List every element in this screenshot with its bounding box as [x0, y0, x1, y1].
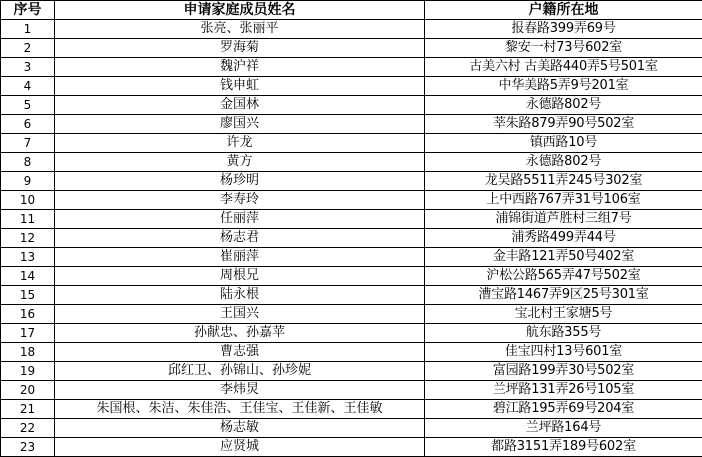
- applicant-names-cell: 崔丽萍: [55, 248, 425, 267]
- applicant-names-cell: 魏沪祥: [55, 58, 425, 77]
- row-index-cell: 19: [1, 362, 55, 381]
- row-index-cell: 2: [1, 39, 55, 58]
- row-index-cell: 17: [1, 324, 55, 343]
- household-address-cell: 永德路802号: [425, 96, 702, 115]
- row-index-cell: 4: [1, 77, 55, 96]
- header-row: [1, 1, 702, 20]
- row-index-cell: 16: [1, 305, 55, 324]
- table-row: [1, 191, 702, 210]
- household-address-cell: 佳宝四村13号601室: [425, 343, 702, 362]
- row-index-cell: 23: [1, 438, 55, 457]
- table-row: [1, 39, 702, 58]
- household-address-cell: 金丰路121弄50号402室: [425, 248, 702, 267]
- applicant-names-cell: 杨志君: [55, 229, 425, 248]
- row-index-cell: 10: [1, 191, 55, 210]
- household-address-cell: 浦锦街道芦胜村三组7号: [425, 210, 702, 229]
- row-index-cell: 8: [1, 153, 55, 172]
- applicant-names-cell: 应贤城: [55, 438, 425, 457]
- table-row: [1, 324, 702, 343]
- applicant-names-cell: 杨志敏: [55, 419, 425, 438]
- applicant-names-cell: 周根兄: [55, 267, 425, 286]
- table-row: [1, 438, 702, 457]
- applicant-names-cell: 陆永根: [55, 286, 425, 305]
- table-row: [1, 248, 702, 267]
- header-applicant-names: 申请家庭成员姓名: [55, 1, 425, 20]
- applicant-names-cell: 张亮、张丽平: [55, 20, 425, 39]
- table-row: [1, 286, 702, 305]
- household-address-cell: 浦秀路499弄44号: [425, 229, 702, 248]
- household-address-cell: 古美六村 古美路440弄5号501室: [425, 58, 702, 77]
- table-row: [1, 115, 702, 134]
- household-address-cell: 兰坪路131弄26号105室: [425, 381, 702, 400]
- row-index-cell: 14: [1, 267, 55, 286]
- table-row: [1, 58, 702, 77]
- household-address-cell: 上中西路767弄31号106室: [425, 191, 702, 210]
- household-address-cell: 永德路802号: [425, 153, 702, 172]
- applicant-names-cell: 曹志强: [55, 343, 425, 362]
- row-index-cell: 11: [1, 210, 55, 229]
- table-row: [1, 381, 702, 400]
- row-index-cell: 22: [1, 419, 55, 438]
- table-row: [1, 229, 702, 248]
- table-row: [1, 96, 702, 115]
- applicant-names-cell: 邱红卫、孙锦山、孙珍妮: [55, 362, 425, 381]
- household-address-cell: 航东路355号: [425, 324, 702, 343]
- row-index-cell: 15: [1, 286, 55, 305]
- table-row: [1, 172, 702, 191]
- household-address-cell: 碧江路195弄69号204室: [425, 400, 702, 419]
- applicant-names-cell: 李炜炅: [55, 381, 425, 400]
- applicant-names-cell: 廖国兴: [55, 115, 425, 134]
- household-address-cell: 兰坪路164号: [425, 419, 702, 438]
- applicant-names-cell: 许龙: [55, 134, 425, 153]
- row-index-cell: 1: [1, 20, 55, 39]
- table-row: [1, 77, 702, 96]
- table-row: [1, 153, 702, 172]
- household-address-cell: 中华美路5弄9号201室: [425, 77, 702, 96]
- household-address-cell: 宝北村王家塘5号: [425, 305, 702, 324]
- applicant-names-cell: 孙献忠、孙嘉苹: [55, 324, 425, 343]
- table-body: [1, 20, 702, 457]
- household-address-cell: 沪松公路565弄47号502室: [425, 267, 702, 286]
- table-row: [1, 134, 702, 153]
- row-index-cell: 21: [1, 400, 55, 419]
- header-household-address: 户籍所在地: [425, 1, 702, 20]
- household-address-cell: 都路3151弄189号602室: [425, 438, 702, 457]
- applicant-names-cell: 金国林: [55, 96, 425, 115]
- household-address-cell: 龙吴路5511弄245号302室: [425, 172, 702, 191]
- table-row: [1, 305, 702, 324]
- table-header: [1, 1, 702, 20]
- table-row: [1, 362, 702, 381]
- row-index-cell: 6: [1, 115, 55, 134]
- table-row: [1, 419, 702, 438]
- row-index-cell: 12: [1, 229, 55, 248]
- household-address-cell: 黎安一村73号602室: [425, 39, 702, 58]
- household-address-cell: 镇西路10号: [425, 134, 702, 153]
- applicant-names-cell: 罗海菊: [55, 39, 425, 58]
- table-row: [1, 400, 702, 419]
- table-row: [1, 210, 702, 229]
- applicant-names-cell: 朱国根、朱洁、朱佳浩、王佳宝、王佳新、王佳敏: [55, 400, 425, 419]
- household-address-cell: 莘朱路879弄90号502室: [425, 115, 702, 134]
- applicant-names-cell: 杨珍明: [55, 172, 425, 191]
- applicant-names-cell: 黄方: [55, 153, 425, 172]
- table-row: [1, 20, 702, 39]
- row-index-cell: 3: [1, 58, 55, 77]
- row-index-cell: 7: [1, 134, 55, 153]
- applicant-names-cell: 钱申虹: [55, 77, 425, 96]
- row-index-cell: 13: [1, 248, 55, 267]
- applicant-names-cell: 李寿玲: [55, 191, 425, 210]
- row-index-cell: 5: [1, 96, 55, 115]
- row-index-cell: 9: [1, 172, 55, 191]
- header-index: 序号: [1, 1, 55, 20]
- applicant-names-cell: 任丽萍: [55, 210, 425, 229]
- table-row: [1, 343, 702, 362]
- household-address-cell: 报春路399弄69号: [425, 20, 702, 39]
- household-address-cell: 漕宝路1467弄9区25号301室: [425, 286, 702, 305]
- applicant-names-cell: 王国兴: [55, 305, 425, 324]
- row-index-cell: 18: [1, 343, 55, 362]
- table-row: [1, 267, 702, 286]
- row-index-cell: 20: [1, 381, 55, 400]
- household-address-cell: 富园路199弄30号502室: [425, 362, 702, 381]
